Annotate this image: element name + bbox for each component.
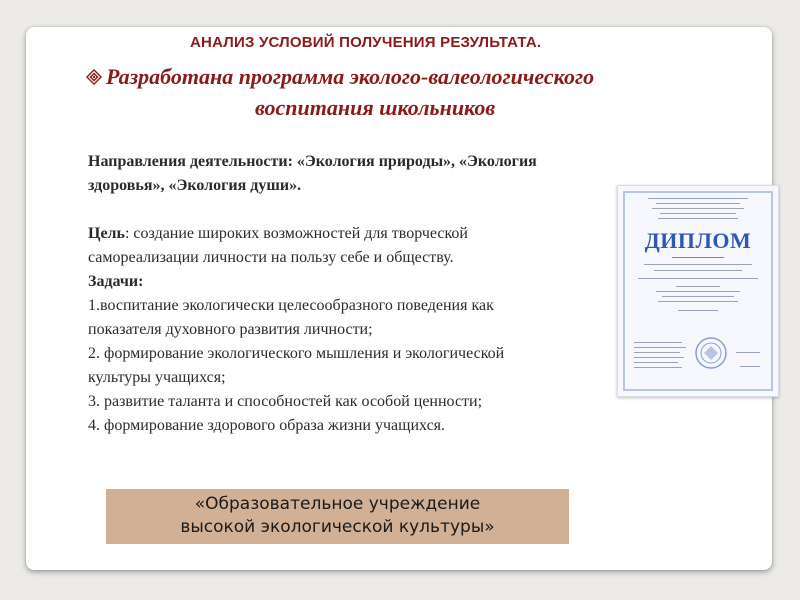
diploma-text-line (652, 208, 744, 209)
diploma-text-line (634, 347, 686, 348)
diploma-title: ДИПЛОМ (644, 228, 752, 253)
diploma-text-line (634, 362, 678, 363)
diploma-text-line (736, 352, 760, 353)
diploma-text-line (656, 203, 740, 204)
diploma-text-line (634, 342, 682, 343)
goal-line-2: самореализации личности на пользу себе и обществу. (88, 249, 454, 266)
diploma-text-line (634, 367, 682, 368)
task-line: 1.воспитание экологически целесообразного поведения как (88, 297, 494, 314)
diploma-text-line (638, 278, 758, 279)
task-line: показателя духовного развития личности; (88, 321, 373, 338)
goal-line-1 (88, 222, 468, 246)
ornament-bullet-icon (86, 69, 102, 85)
diploma-text-line (634, 352, 680, 353)
highlight-banner (106, 489, 569, 544)
diploma-text-line (740, 366, 760, 367)
slide-heading: АНАЛИЗ УСЛОВИЙ ПОЛУЧЕНИЯ РЕЗУЛЬТАТА. (190, 34, 542, 51)
diploma-text-line (662, 296, 734, 297)
goal-text-1: : создание широких возможностей для творческой (124, 225, 468, 242)
diploma-text-line (654, 270, 742, 271)
diploma-text-line (634, 357, 684, 358)
diploma-text-line (644, 264, 752, 265)
diploma-text-line (658, 218, 738, 219)
directions-line-1: Направления деятельности: «Экология природы», «Экология (88, 153, 537, 170)
diploma-text-line (676, 286, 720, 287)
diploma-text-line (658, 301, 738, 302)
diploma-text-line (678, 310, 718, 311)
task-line: культуры учащихся; (88, 369, 226, 386)
tasks-label: Задачи: (88, 273, 144, 290)
task-line: 4. формирование здорового образа жизни учащихся. (88, 417, 446, 434)
subtitle-line-2: воспитания школьников (255, 95, 496, 120)
goal-label: Цель (88, 225, 125, 242)
subtitle-line-1: Разработана программа эколого-валеологического (106, 64, 595, 89)
diploma-text-line (672, 257, 724, 258)
diploma-text-line (648, 198, 748, 199)
diploma-text-line (660, 213, 736, 214)
task-line: 3. развитие таланта и способностей как особой ценности; (88, 393, 483, 410)
directions-line-2: здоровья», «Экология души». (88, 177, 302, 194)
banner-line-2: высокой экологической культуры» (180, 517, 495, 537)
diploma-image (617, 185, 779, 397)
banner-line-1: «Образовательное учреждение (194, 494, 481, 514)
seal-icon (694, 336, 728, 370)
diploma-text-line (656, 291, 740, 292)
task-line: 2. формирование экологического мышления и экологической (88, 345, 505, 362)
